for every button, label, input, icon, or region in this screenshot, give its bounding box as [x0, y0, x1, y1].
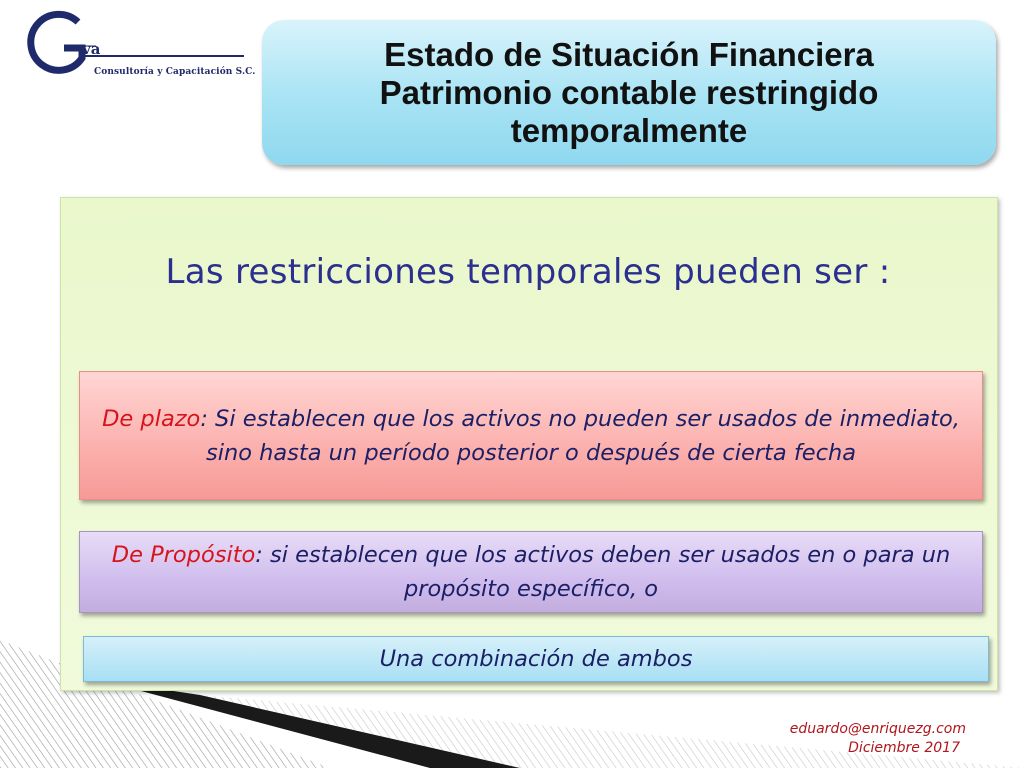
page-title [368, 36, 891, 150]
title-line-2: Patrimonio contable restringido [379, 73, 879, 111]
restriction-term: De Propósito [111, 542, 256, 568]
restriction-combination-text: Una combinación de ambos [379, 646, 693, 672]
footer-date: Diciembre 2017 [848, 740, 960, 756]
restriction-box-proposito [79, 531, 983, 613]
title-line-3: temporalmente [510, 111, 748, 149]
restriction-box-combination [83, 636, 989, 682]
section-heading: Las restricciones temporales pueden ser : [165, 252, 891, 292]
restriction-description: : Si establecen que los activos no pueden ser usados de inmediato, sino hasta un período posterior o después de cierta fecha [200, 405, 960, 466]
company-logo [20, 8, 256, 88]
logo-superscript: va [82, 40, 101, 58]
restriction-term: De plazo [102, 405, 201, 432]
restriction-proposito-text [80, 538, 982, 606]
title-line-1: Estado de Situación Financiera [384, 35, 874, 73]
logo-company-name: Consultoría y Capacitación S.C. [94, 67, 256, 77]
footer [790, 720, 966, 758]
footer-email: eduardo@enriquezg.com [789, 721, 966, 737]
restriction-box-plazo [79, 371, 983, 500]
restriction-description: : si establecen que los activos deben ser usados en o para un propósito específico, o [255, 542, 951, 602]
restriction-plazo-text [80, 402, 982, 470]
title-box [262, 20, 996, 165]
